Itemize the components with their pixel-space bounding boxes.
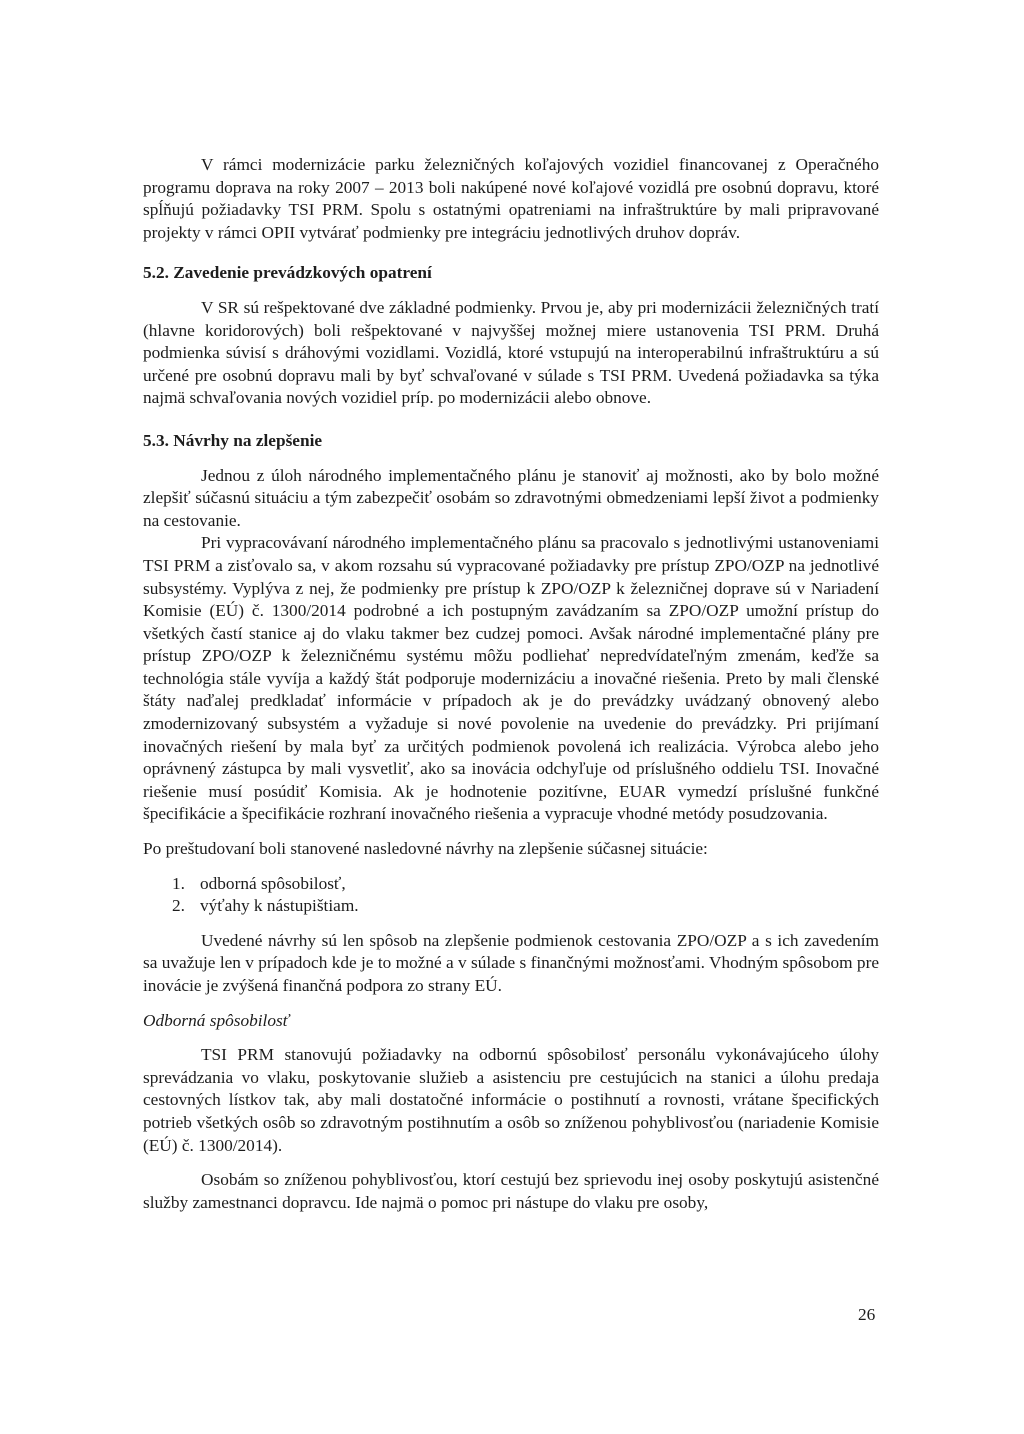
document-page	[143, 154, 879, 1214]
list-item-number: 1.	[172, 873, 185, 893]
subheading-professional-competence: Odborná spôsobilosť	[143, 1010, 289, 1030]
section-heading-5-3: 5.3. Návrhy na zlepšenie	[143, 430, 323, 450]
paragraph-intro: V rámci modernizácie parku železničných koľajových vozidiel financovanej z Operačného programu doprava na roky 2007 – 2013 boli nakúpené nové koľajové vozidlá pre osobnú dopravu, ktoré spĺňujú požiadavky TSI PRM. Spolu s ostatnými opatreniami na infraštruktúre by mali pripravované projekty v rámci OPII vytvárať podmienky pre integráciu jednotlivých druhov dopráv.	[143, 155, 879, 242]
paragraph-proposals-intro: Po preštudovaní boli stanovené nasledovné návrhy na zlepšenie súčasnej situácie:	[143, 839, 708, 859]
paragraph-competence: TSI PRM stanovujú požiadavky na odbornú spôsobilosť personálu vykonávajúceho úlohy sprevádzania vo vlaku, poskytovanie služieb a asistenciu pre cestujúcich na stanici a úlohu predaja cestovných lístkov tak, aby mali dostatočné informácie o postihnutí a rovnosti, vrátane špecifických potrieb všetkých osôb so zdravotným postihnutím a osôb so zníženou pohyblivosťou (nariadenie Komisie (EÚ) č. 1300/2014).	[143, 1045, 879, 1155]
section-heading-5-2: 5.2. Zavedenie prevádzkových opatrení	[143, 263, 432, 283]
paragraph-operational-measures: V SR sú rešpektované dve základné podmienky. Prvou je, aby pri modernizácii železničných tratí (hlavne koridorových) boli rešpektované v najvyššej možnej miere ustanovenia TSI PRM. Druhá podmienka súvisí s dráhovými vozidlami. Vozidlá, ktoré vstupujú na interoperabilnú infraštruktúru a sú určené pre osobnú dopravu mali by byť schvaľované v súlade s TSI PRM. Uvedená požiadavka sa týka najmä schvaľovania nových vozidiel príp. po modernizácii alebo obnove.	[143, 297, 879, 408]
paragraph-improvement-goal: Jednou z úloh národného implementačného plánu je stanoviť aj možnosti, ako by bolo možné zlepšiť súčasnú situáciu a tým zabezpečiť osobám so zdravotnými obmedzeniami lepší život a podmienky na cestovanie.	[143, 465, 879, 530]
paragraph-assistance: Osobám so zníženou pohyblivosťou, ktorí cestujú bez sprievodu inej osoby poskytujú asistenčné služby zamestnanci dopravcu. Ide najmä o pomoc pri nástupe do vlaku pre osoby,	[143, 1170, 879, 1212]
page-number: 26	[858, 1305, 876, 1324]
list-item-text: odborná spôsobilosť,	[200, 873, 346, 893]
proposals-list	[143, 873, 879, 918]
paragraph-implementation-plan: Pri vypracovávaní národného implementačného plánu sa pracovalo s jednotlivými ustanoveniami TSI PRM a zisťovalo sa, v akom rozsahu sú vypracované požiadavky pre prístup ZPO/OZP na jednotlivé subsystémy. Vyplýva z nej, že podmienky pre prístup k ZPO/OZP k železničnej doprave sú v Nariadení Komisie (EÚ) č. 1300/2014 podrobné a ich postupným zavádzaním sa ZPO/OZP umožní prístup do všetkých častí stanice aj do vlaku takmer bez cudzej pomoci. Avšak národné implementačné plány pre prístup ZPO/OZP k železničnému systému môžu podliehať nepredvídateľným zmenám, keďže sa technológia stále vyvíja a každý štát podporuje modernizáciu a inovačné riešenia. Preto by mali členské štáty naďalej predkladať informácie v prípadoch ak je do prevádzky uvádzaný obnovený alebo zmodernizovaný subsystém a vyžaduje si nové povolenie na uvedenie do prevádzky. Pri prijímaní inovačných riešení by mala byť za určitých podmienok povolená ich realizácia. Výrobca alebo jeho oprávnený zástupca by mali vysvetliť, ako sa inovácia odchyľuje od príslušného oddielu TSI. Inovačné riešenie musí posúdiť Komisia. Ak je hodnotenie pozitívne, EUAR vymedzí príslušné funkčné špecifikácie a špecifikácie rozhraní inovačného riešenia a vypracuje vhodné metódy posudzovania.	[143, 533, 879, 824]
list-item-number: 2.	[172, 896, 185, 916]
paragraph-proposals-note: Uvedené návrhy sú len spôsob na zlepšenie podmienok cestovania ZPO/OZP a s ich zavedením sa uvažuje len v prípadoch kde je to možné a v súlade s finančnými možnosťami. Vhodným spôsobom pre inovácie je zvýšená finančná podpora zo strany EÚ.	[143, 930, 879, 995]
list-item	[172, 873, 879, 896]
list-item	[172, 895, 879, 918]
list-item-text: výťahy k nástupištiam.	[200, 896, 359, 916]
